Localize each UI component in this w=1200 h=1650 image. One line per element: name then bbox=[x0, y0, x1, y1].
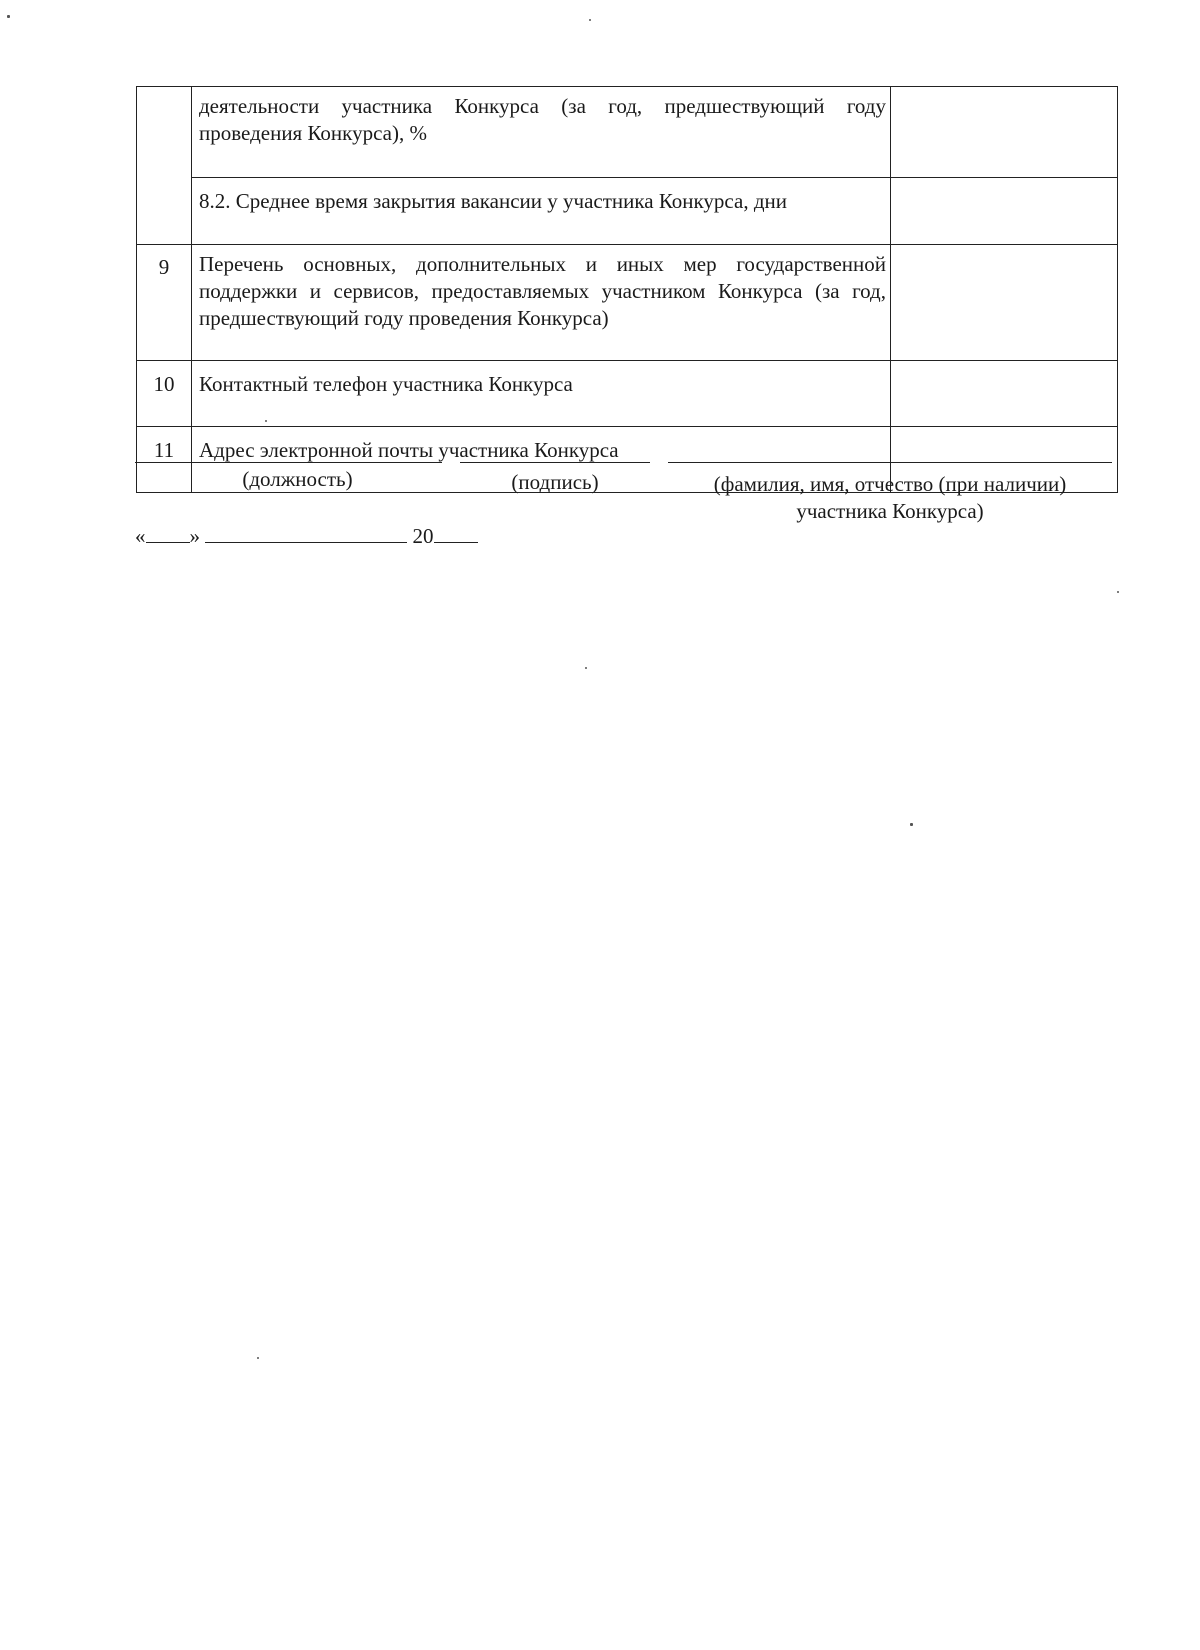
row-value-cell[interactable] bbox=[891, 245, 1118, 361]
signature-line[interactable] bbox=[460, 462, 650, 463]
date-close-quote: » bbox=[189, 524, 200, 548]
position-label: (должность) bbox=[242, 467, 353, 491]
year-prefix: 20 bbox=[412, 524, 434, 548]
table-row bbox=[137, 178, 1118, 245]
scan-speck bbox=[257, 1357, 259, 1359]
day-blank[interactable] bbox=[146, 522, 190, 543]
row-value-cell[interactable] bbox=[891, 87, 1118, 178]
row-text-cell: Контактный телефон участника Конкурса bbox=[192, 361, 891, 427]
position-signature-line[interactable] bbox=[135, 462, 442, 463]
table-row bbox=[137, 245, 1118, 361]
row-value-cell[interactable] bbox=[891, 178, 1118, 245]
date-field bbox=[135, 522, 478, 550]
contest-form-table bbox=[136, 86, 1118, 493]
full-name-label-line2: участника Конкурса) bbox=[796, 499, 984, 523]
date-open-quote: « bbox=[135, 524, 146, 548]
scan-speck bbox=[585, 667, 587, 669]
signature-label: (подпись) bbox=[511, 470, 599, 494]
row-number-cell: 9 bbox=[137, 245, 192, 361]
row-number-cell: 10 bbox=[137, 361, 192, 427]
month-blank[interactable] bbox=[205, 522, 407, 543]
full-name-label-line1: (фамилия, имя, отчество (при наличии) bbox=[713, 472, 1067, 496]
row-value-cell[interactable] bbox=[891, 361, 1118, 427]
scan-speck bbox=[7, 15, 10, 18]
row-text-cell: деятельности участника Конкурса (за год, предшествующий году проведения Конкурса), % bbox=[192, 87, 891, 178]
name-signature-line[interactable] bbox=[668, 462, 1112, 463]
row-text-cell: 8.2. Среднее время закрытия вакансии у участника Конкурса, дни bbox=[192, 178, 891, 245]
row-text-cell: Перечень основных, дополнительных и иных мер государственной поддержки и сервисов, предоставляемых участником Конкурса (за год, предшествующий году проведения Конкурса) bbox=[192, 245, 891, 361]
table-row bbox=[137, 87, 1118, 178]
row-number-cell: 11 bbox=[137, 427, 192, 493]
table-row bbox=[137, 361, 1118, 427]
scan-speck bbox=[589, 19, 591, 21]
full-name-label bbox=[668, 471, 1112, 525]
year-blank[interactable] bbox=[434, 522, 478, 543]
row-number-cell bbox=[137, 87, 192, 245]
row-text-cell: Адрес электронной почты участника Конкурса bbox=[192, 427, 891, 493]
scan-speck bbox=[1117, 591, 1119, 593]
scan-speck bbox=[265, 420, 267, 422]
scan-speck bbox=[910, 823, 913, 826]
